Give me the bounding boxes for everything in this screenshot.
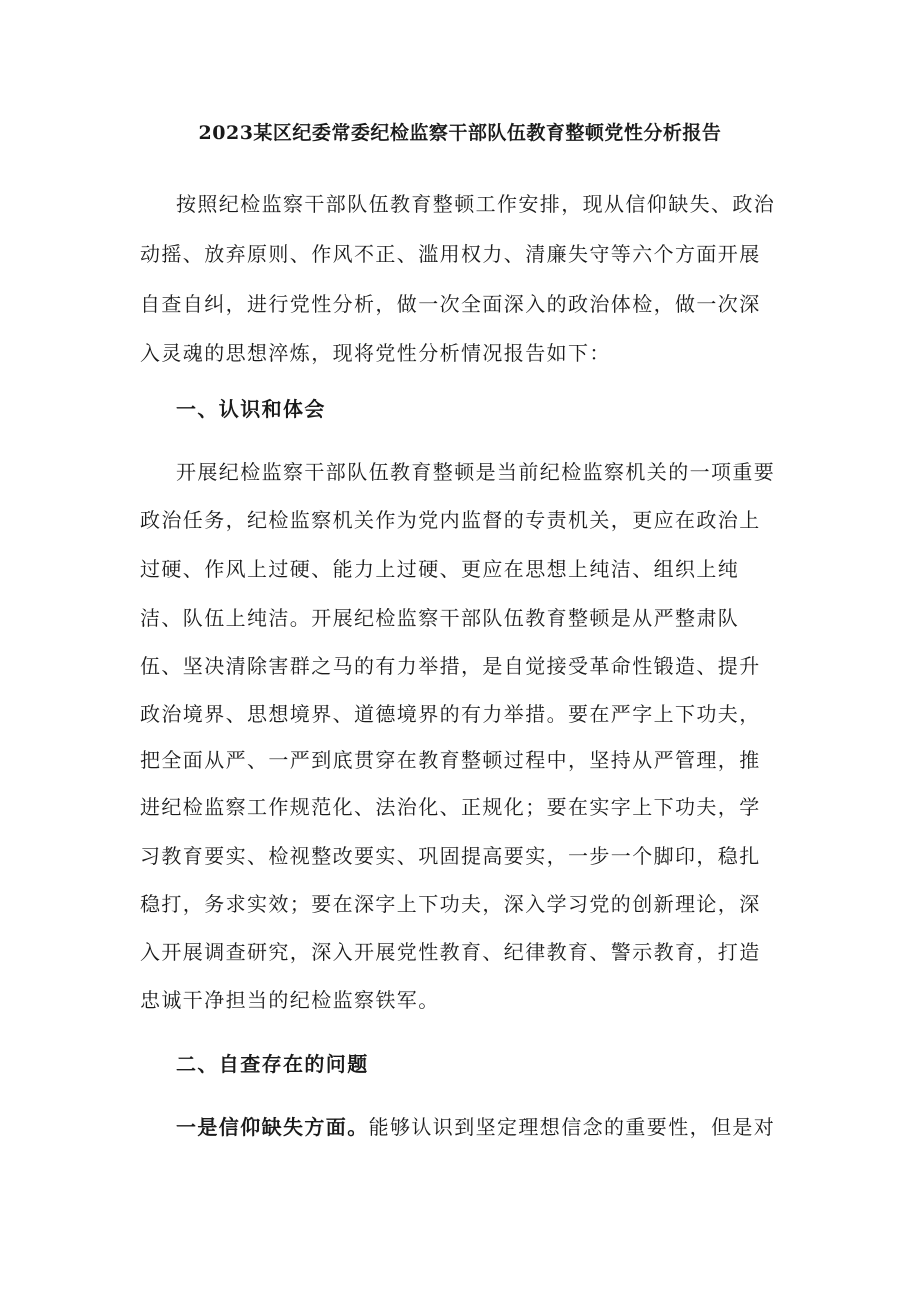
body-text: 能够认识到坚定理想信念的重要性，但是对 [368,1115,776,1139]
intro-line: 入灵魂的思想淬炼，现将党性分析情况报告如下： [140,341,611,365]
intro-line: 动摇、放弃原则、作风不正、滥用权力、清廉失守等六个方面开展 [140,242,761,266]
section-heading: 二、自查存在的问题 [176,1052,369,1076]
document-title: 2023某区纪委常委纪检监察干部队伍教育整顿党性分析报告 [198,122,722,144]
body-line: 稳打，务求实效；要在深字上下功夫，深入学习党的创新理论，深 [140,892,761,916]
body-line: 忠诚干净担当的纪检监察铁军。 [140,988,440,1012]
body-line: 入开展调查研究，深入开展党性教育、纪律教育、警示教育，打造 [140,940,761,964]
bold-lead-text: 一是信仰缺失方面。 [176,1115,369,1139]
section-heading: 一、认识和体会 [176,397,326,421]
intro-line: 按照纪检监察干部队伍教育整顿工作安排，现从信仰缺失、政治 [176,192,776,216]
body-line: 政治境界、思想境界、道德境界的有力举措。要在严字上下功夫， [140,702,761,726]
body-line: 开展纪检监察干部队伍教育整顿是当前纪检监察机关的一项重要 [176,460,776,484]
body-line: 过硬、作风上过硬、能力上过硬、更应在思想上纯洁、组织上纯 [140,557,740,581]
body-line: 伍、坚决清除害群之马的有力举措，是自觉接受革命性锻造、提升 [140,654,761,678]
body-line [176,1113,775,1141]
intro-line: 自查自纠，进行党性分析，做一次全面深入的政治体检，做一次深 [140,292,761,316]
body-line: 把全面从严、一严到底贯穿在教育整顿过程中，坚持从严管理，推 [140,748,761,772]
body-line: 习教育要实、检视整改要实、巩固提高要实，一步一个脚印，稳扎 [140,844,761,868]
body-line: 洁、队伍上纯洁。开展纪检监察干部队伍教育整顿是从严整肃队 [140,606,740,630]
body-line: 政治任务，纪检监察机关作为党内监督的专责机关，更应在政治上 [140,508,761,532]
body-line: 进纪检监察工作规范化、法治化、正规化；要在实字上下功夫，学 [140,795,761,819]
